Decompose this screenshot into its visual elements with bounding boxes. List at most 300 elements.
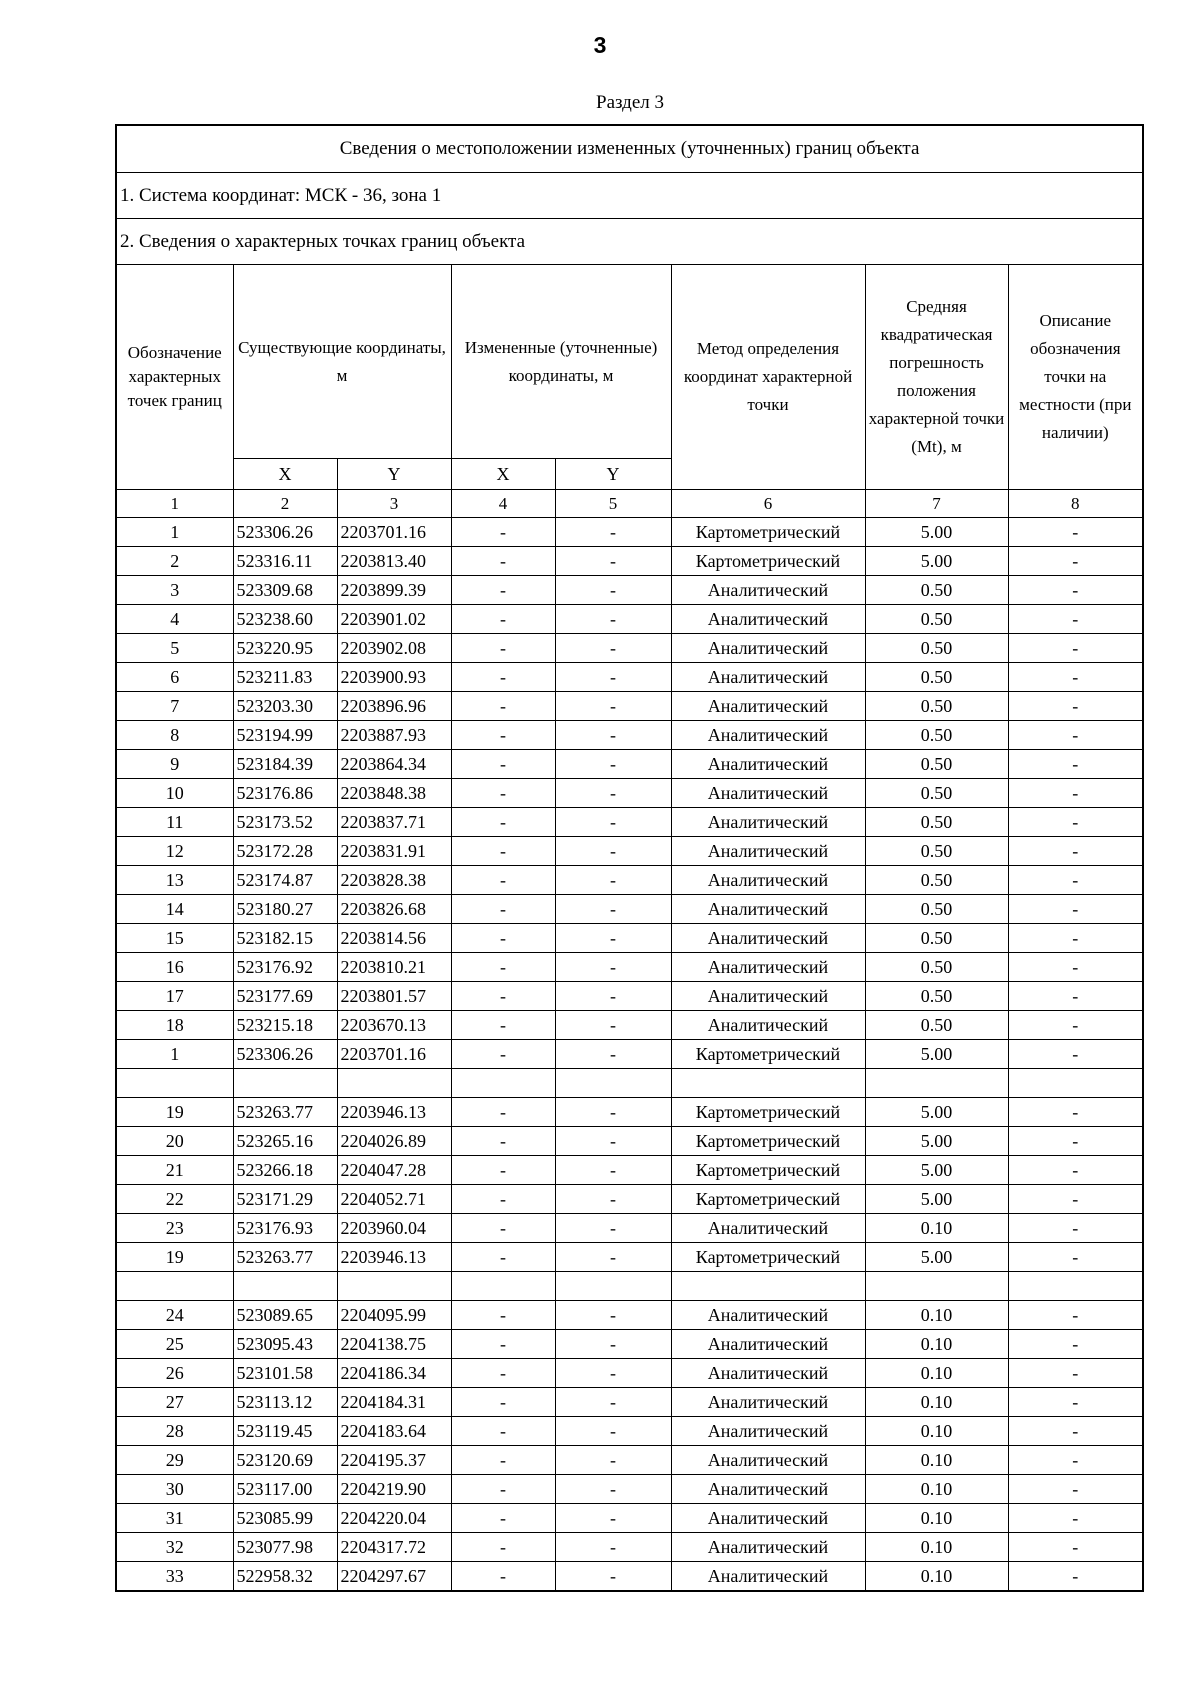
cell-point-number: 10 [116, 779, 233, 808]
header-point-designation: Обозначение характерных точек границ [116, 265, 233, 490]
cell-changed-y: - [555, 692, 671, 721]
header-existing-coords: Существующие координаты, м [233, 265, 451, 459]
cell-description: - [1008, 1214, 1143, 1243]
cell-changed-x: - [451, 1533, 555, 1562]
cell-method: Аналитический [671, 721, 865, 750]
cell-mean-error: 0.10 [865, 1301, 1008, 1330]
cell-changed-y: - [555, 1243, 671, 1272]
cell-changed-x: - [451, 1388, 555, 1417]
cell-mean-error: 0.50 [865, 634, 1008, 663]
cell-description: - [1008, 808, 1143, 837]
cell-existing-x: 523173.52 [233, 808, 337, 837]
cell-changed-y: - [555, 982, 671, 1011]
cell-existing-x: 523177.69 [233, 982, 337, 1011]
cell-description: - [1008, 576, 1143, 605]
cell-method: Картометрический [671, 1040, 865, 1069]
cell-method: Картометрический [671, 518, 865, 547]
table-row [116, 1475, 1143, 1504]
cell-existing-y: 2204047.28 [337, 1156, 451, 1185]
cell-mean-error: 0.50 [865, 576, 1008, 605]
cell-description: - [1008, 721, 1143, 750]
boundary-points-table [115, 124, 1144, 1592]
cell-existing-y: 2204026.89 [337, 1127, 451, 1156]
cell-existing-y: 2204297.67 [337, 1562, 451, 1592]
cell-existing-x: 522958.32 [233, 1562, 337, 1592]
cell-existing-y: 2203899.39 [337, 576, 451, 605]
cell-method: Аналитический [671, 1533, 865, 1562]
cell-existing-y: 2203701.16 [337, 1040, 451, 1069]
cell-mean-error: 5.00 [865, 1156, 1008, 1185]
table-row [116, 576, 1143, 605]
cell-mean-error: 5.00 [865, 547, 1008, 576]
cell-existing-x: 523172.28 [233, 837, 337, 866]
cell-mean-error: 0.10 [865, 1330, 1008, 1359]
cell-changed-x: - [451, 1243, 555, 1272]
cell-mean-error: 0.10 [865, 1504, 1008, 1533]
cell-mean-error: 0.10 [865, 1475, 1008, 1504]
cell-point-number [116, 1069, 233, 1098]
table-row [116, 547, 1143, 576]
cell-changed-x: - [451, 1417, 555, 1446]
table-row [116, 895, 1143, 924]
table-row [116, 1417, 1143, 1446]
cell-changed-y: - [555, 1156, 671, 1185]
cell-changed-x: - [451, 779, 555, 808]
col-number: 4 [451, 490, 555, 518]
cell-mean-error: 0.50 [865, 605, 1008, 634]
cell-description [1008, 1272, 1143, 1301]
table-row [116, 721, 1143, 750]
cell-changed-x [451, 1272, 555, 1301]
cell-existing-x: 523119.45 [233, 1417, 337, 1446]
cell-changed-y: - [555, 1475, 671, 1504]
cell-existing-y: 2204317.72 [337, 1533, 451, 1562]
cell-changed-y: - [555, 750, 671, 779]
cell-description: - [1008, 982, 1143, 1011]
cell-description: - [1008, 895, 1143, 924]
cell-changed-y [555, 1069, 671, 1098]
cell-point-number: 22 [116, 1185, 233, 1214]
cell-method: Аналитический [671, 837, 865, 866]
cell-changed-y: - [555, 1301, 671, 1330]
cell-changed-y: - [555, 663, 671, 692]
cell-point-number: 19 [116, 1098, 233, 1127]
cell-changed-y: - [555, 1214, 671, 1243]
cell-method: Аналитический [671, 953, 865, 982]
cell-changed-x [451, 1069, 555, 1098]
table-row [116, 1562, 1143, 1592]
table-row [116, 1243, 1143, 1272]
cell-mean-error [865, 1272, 1008, 1301]
cell-mean-error: 0.10 [865, 1533, 1008, 1562]
cell-changed-y: - [555, 1330, 671, 1359]
cell-method: Аналитический [671, 1301, 865, 1330]
table-row [116, 1011, 1143, 1040]
cell-method: Аналитический [671, 1417, 865, 1446]
cell-mean-error: 0.50 [865, 982, 1008, 1011]
cell-changed-x: - [451, 518, 555, 547]
table-row [116, 1533, 1143, 1562]
cell-mean-error: 0.10 [865, 1417, 1008, 1446]
cell-existing-y [337, 1272, 451, 1301]
cell-existing-x: 523101.58 [233, 1359, 337, 1388]
cell-changed-x: - [451, 982, 555, 1011]
cell-existing-x: 523089.65 [233, 1301, 337, 1330]
cell-point-number: 5 [116, 634, 233, 663]
cell-existing-y: 2203896.96 [337, 692, 451, 721]
cell-mean-error: 0.50 [865, 779, 1008, 808]
cell-existing-x [233, 1069, 337, 1098]
cell-description: - [1008, 605, 1143, 634]
cell-point-number: 23 [116, 1214, 233, 1243]
cell-mean-error: 0.10 [865, 1446, 1008, 1475]
cell-method: Аналитический [671, 924, 865, 953]
cell-existing-x: 523176.92 [233, 953, 337, 982]
cell-existing-y: 2203826.68 [337, 895, 451, 924]
table-row [116, 1098, 1143, 1127]
cell-description: - [1008, 1475, 1143, 1504]
cell-point-number: 24 [116, 1301, 233, 1330]
cell-method: Аналитический [671, 663, 865, 692]
cell-changed-x: - [451, 634, 555, 663]
cell-changed-y: - [555, 1504, 671, 1533]
cell-point-number: 3 [116, 576, 233, 605]
cell-existing-y: 2203837.71 [337, 808, 451, 837]
cell-existing-y: 2203814.56 [337, 924, 451, 953]
cell-point-number: 19 [116, 1243, 233, 1272]
cell-existing-y: 2204186.34 [337, 1359, 451, 1388]
cell-method [671, 1069, 865, 1098]
col-number: 2 [233, 490, 337, 518]
header-mean-error: Средняя квадратическая погрешность положения характерной точки (Mt), м [865, 265, 1008, 490]
cell-existing-x: 523194.99 [233, 721, 337, 750]
cell-point-number: 21 [116, 1156, 233, 1185]
cell-existing-x: 523180.27 [233, 895, 337, 924]
cell-changed-x: - [451, 1098, 555, 1127]
cell-description: - [1008, 1301, 1143, 1330]
cell-mean-error: 0.50 [865, 924, 1008, 953]
cell-changed-x: - [451, 605, 555, 634]
cell-changed-y: - [555, 576, 671, 605]
cell-mean-error: 0.50 [865, 895, 1008, 924]
cell-existing-x: 523238.60 [233, 605, 337, 634]
cell-point-number: 25 [116, 1330, 233, 1359]
cell-existing-y: 2203887.93 [337, 721, 451, 750]
cell-method [671, 1272, 865, 1301]
cell-point-number: 1 [116, 518, 233, 547]
cell-existing-y: 2204195.37 [337, 1446, 451, 1475]
cell-description: - [1008, 1127, 1143, 1156]
cell-existing-x: 523306.26 [233, 518, 337, 547]
cell-existing-x: 523215.18 [233, 1011, 337, 1040]
cell-method: Картометрический [671, 1127, 865, 1156]
cell-description: - [1008, 1359, 1143, 1388]
table-row [116, 1446, 1143, 1475]
cell-changed-y: - [555, 721, 671, 750]
cell-changed-x: - [451, 924, 555, 953]
cell-existing-x: 523120.69 [233, 1446, 337, 1475]
cell-changed-y: - [555, 605, 671, 634]
cell-point-number: 30 [116, 1475, 233, 1504]
cell-point-number: 12 [116, 837, 233, 866]
table-row [116, 634, 1143, 663]
cell-existing-y: 2203864.34 [337, 750, 451, 779]
cell-existing-y: 2203946.13 [337, 1243, 451, 1272]
cell-existing-x: 523263.77 [233, 1098, 337, 1127]
cell-method: Аналитический [671, 1504, 865, 1533]
cell-point-number: 16 [116, 953, 233, 982]
cell-description: - [1008, 634, 1143, 663]
cell-changed-y: - [555, 547, 671, 576]
cell-description: - [1008, 750, 1143, 779]
col-number: 1 [116, 490, 233, 518]
cell-method: Аналитический [671, 895, 865, 924]
table-row [116, 1214, 1143, 1243]
table-row [116, 1040, 1143, 1069]
cell-description: - [1008, 1562, 1143, 1592]
cell-point-number: 13 [116, 866, 233, 895]
cell-method: Картометрический [671, 1098, 865, 1127]
cell-existing-x: 523211.83 [233, 663, 337, 692]
cell-existing-x: 523085.99 [233, 1504, 337, 1533]
cell-existing-y: 2204220.04 [337, 1504, 451, 1533]
table-row [116, 605, 1143, 634]
cell-mean-error: 5.00 [865, 518, 1008, 547]
cell-existing-x: 523176.86 [233, 779, 337, 808]
cell-mean-error: 5.00 [865, 1243, 1008, 1272]
cell-changed-y: - [555, 779, 671, 808]
cell-point-number: 31 [116, 1504, 233, 1533]
cell-changed-y: - [555, 1185, 671, 1214]
cell-point-number: 17 [116, 982, 233, 1011]
cell-existing-y: 2203801.57 [337, 982, 451, 1011]
cell-point-number: 9 [116, 750, 233, 779]
cell-method: Аналитический [671, 1214, 865, 1243]
cell-existing-y: 2203701.16 [337, 518, 451, 547]
cell-changed-y: - [555, 1359, 671, 1388]
cell-changed-x: - [451, 663, 555, 692]
cell-changed-x: - [451, 721, 555, 750]
cell-point-number [116, 1272, 233, 1301]
header-changed-y: Y [555, 459, 671, 490]
cell-changed-x: - [451, 895, 555, 924]
cell-existing-y: 2203670.13 [337, 1011, 451, 1040]
cell-description: - [1008, 1446, 1143, 1475]
cell-mean-error: 0.50 [865, 663, 1008, 692]
header-changed-coords: Измененные (уточненные) координаты, м [451, 265, 671, 459]
cell-changed-x: - [451, 547, 555, 576]
cell-existing-y: 2204183.64 [337, 1417, 451, 1446]
cell-changed-x: - [451, 1040, 555, 1069]
cell-description: - [1008, 1243, 1143, 1272]
cell-existing-x: 523174.87 [233, 866, 337, 895]
cell-point-number: 28 [116, 1417, 233, 1446]
table-row [116, 924, 1143, 953]
cell-changed-y: - [555, 1417, 671, 1446]
cell-description: - [1008, 924, 1143, 953]
header-changed-x: X [451, 459, 555, 490]
cell-description: - [1008, 866, 1143, 895]
table-row [116, 1359, 1143, 1388]
cell-method: Картометрический [671, 1243, 865, 1272]
cell-existing-x: 523176.93 [233, 1214, 337, 1243]
cell-description: - [1008, 1330, 1143, 1359]
cell-changed-x: - [451, 866, 555, 895]
table-row [116, 750, 1143, 779]
cell-changed-x: - [451, 808, 555, 837]
cell-existing-x: 523182.15 [233, 924, 337, 953]
cell-changed-y: - [555, 634, 671, 663]
cell-method: Аналитический [671, 1562, 865, 1592]
cell-mean-error: 5.00 [865, 1127, 1008, 1156]
cell-existing-y: 2204184.31 [337, 1388, 451, 1417]
cell-description: - [1008, 953, 1143, 982]
cell-description: - [1008, 1533, 1143, 1562]
cell-existing-y: 2203848.38 [337, 779, 451, 808]
cell-method: Аналитический [671, 808, 865, 837]
cell-description: - [1008, 1098, 1143, 1127]
cell-description: - [1008, 1504, 1143, 1533]
header-existing-y: Y [337, 459, 451, 490]
cell-existing-x: 523265.16 [233, 1127, 337, 1156]
cell-mean-error: 5.00 [865, 1040, 1008, 1069]
cell-changed-x: - [451, 953, 555, 982]
cell-method: Картометрический [671, 547, 865, 576]
cell-existing-y: 2204052.71 [337, 1185, 451, 1214]
cell-changed-x: - [451, 1185, 555, 1214]
cell-method: Картометрический [671, 1185, 865, 1214]
col-number: 5 [555, 490, 671, 518]
cell-description: - [1008, 1417, 1143, 1446]
cell-point-number: 29 [116, 1446, 233, 1475]
cell-existing-y: 2203901.02 [337, 605, 451, 634]
cell-changed-x: - [451, 692, 555, 721]
separator-row [116, 1272, 1143, 1301]
cell-mean-error: 0.50 [865, 692, 1008, 721]
cell-changed-x: - [451, 1214, 555, 1243]
cell-mean-error: 0.50 [865, 866, 1008, 895]
cell-method: Аналитический [671, 1446, 865, 1475]
cell-changed-y: - [555, 518, 671, 547]
cell-changed-x: - [451, 1562, 555, 1592]
header-method: Метод определения координат характерной точки [671, 265, 865, 490]
cell-existing-x: 523077.98 [233, 1533, 337, 1562]
cell-changed-x: - [451, 1504, 555, 1533]
cell-point-number: 33 [116, 1562, 233, 1592]
cell-changed-x: - [451, 1330, 555, 1359]
cell-point-number: 14 [116, 895, 233, 924]
cell-existing-y: 2203960.04 [337, 1214, 451, 1243]
cell-changed-x: - [451, 837, 555, 866]
cell-description [1008, 1069, 1143, 1098]
cell-mean-error: 5.00 [865, 1185, 1008, 1214]
cell-point-number: 26 [116, 1359, 233, 1388]
cell-changed-y: - [555, 895, 671, 924]
cell-existing-y: 2204138.75 [337, 1330, 451, 1359]
cell-mean-error [865, 1069, 1008, 1098]
cell-method: Аналитический [671, 1011, 865, 1040]
cell-point-number: 27 [116, 1388, 233, 1417]
table-title: Сведения о местоположении измененных (уточненных) границ объекта [116, 125, 1143, 173]
cell-changed-x: - [451, 1359, 555, 1388]
cell-method: Аналитический [671, 605, 865, 634]
cell-mean-error: 0.50 [865, 1011, 1008, 1040]
cell-mean-error: 0.10 [865, 1388, 1008, 1417]
cell-description: - [1008, 518, 1143, 547]
cell-mean-error: 0.10 [865, 1562, 1008, 1592]
col-number: 8 [1008, 490, 1143, 518]
cell-existing-y: 2204095.99 [337, 1301, 451, 1330]
cell-changed-x: - [451, 1446, 555, 1475]
cell-changed-y: - [555, 866, 671, 895]
table-row [116, 1185, 1143, 1214]
table-row [116, 1388, 1143, 1417]
cell-changed-x: - [451, 1127, 555, 1156]
cell-point-number: 11 [116, 808, 233, 837]
cell-changed-y: - [555, 1388, 671, 1417]
cell-mean-error: 0.50 [865, 750, 1008, 779]
cell-existing-x: 523095.43 [233, 1330, 337, 1359]
cell-existing-y [337, 1069, 451, 1098]
table-row [116, 779, 1143, 808]
table-row [116, 1127, 1143, 1156]
header-existing-x: X [233, 459, 337, 490]
cell-existing-x: 523306.26 [233, 1040, 337, 1069]
table-row [116, 808, 1143, 837]
cell-existing-y: 2203946.13 [337, 1098, 451, 1127]
cell-changed-y: - [555, 1127, 671, 1156]
cell-mean-error: 5.00 [865, 1098, 1008, 1127]
table-body [116, 518, 1143, 1592]
cell-existing-y: 2203900.93 [337, 663, 451, 692]
cell-existing-x: 523266.18 [233, 1156, 337, 1185]
cell-point-number: 2 [116, 547, 233, 576]
cell-existing-x: 523263.77 [233, 1243, 337, 1272]
cell-existing-y: 2203831.91 [337, 837, 451, 866]
cell-method: Аналитический [671, 1330, 865, 1359]
cell-point-number: 4 [116, 605, 233, 634]
cell-mean-error: 0.10 [865, 1359, 1008, 1388]
cell-point-number: 18 [116, 1011, 233, 1040]
cell-changed-x: - [451, 1011, 555, 1040]
cell-method: Аналитический [671, 692, 865, 721]
page-number: 3 [593, 32, 607, 58]
cell-changed-x: - [451, 1301, 555, 1330]
cell-point-number: 8 [116, 721, 233, 750]
cell-changed-y [555, 1272, 671, 1301]
cell-existing-x: 523113.12 [233, 1388, 337, 1417]
cell-method: Аналитический [671, 779, 865, 808]
cell-changed-x: - [451, 1156, 555, 1185]
cell-method: Аналитический [671, 634, 865, 663]
cell-changed-x: - [451, 1475, 555, 1504]
table-row [116, 837, 1143, 866]
separator-row [116, 1069, 1143, 1098]
coordinate-system: 1. Система координат: МСК - 36, зона 1 [116, 173, 1143, 219]
table-row [116, 518, 1143, 547]
cell-method: Аналитический [671, 982, 865, 1011]
cell-changed-y: - [555, 1533, 671, 1562]
cell-method: Аналитический [671, 576, 865, 605]
cell-existing-x: 523316.11 [233, 547, 337, 576]
points-heading: 2. Сведения о характерных точках границ объекта [116, 219, 1143, 265]
cell-changed-y: - [555, 1040, 671, 1069]
section-label: Раздел 3 [596, 92, 664, 113]
table-row [116, 1504, 1143, 1533]
cell-existing-y: 2203828.38 [337, 866, 451, 895]
col-number: 3 [337, 490, 451, 518]
cell-existing-y: 2203810.21 [337, 953, 451, 982]
